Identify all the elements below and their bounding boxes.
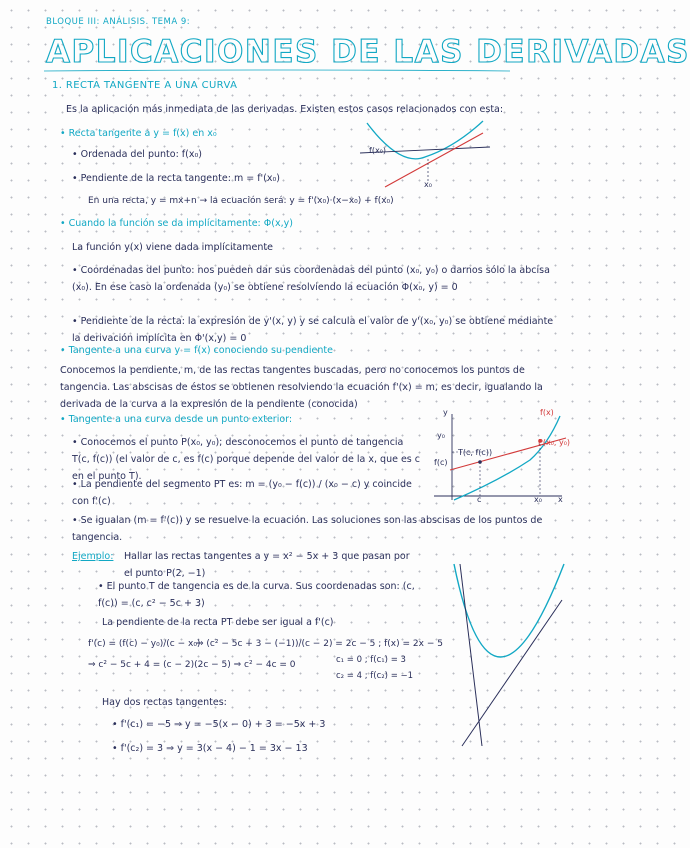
graph1-xlabel: x₀ (424, 180, 432, 189)
graph2-curve-label: f(x) (540, 408, 554, 417)
case1-title: • Recta tangente a y = f(x) en x₀ (60, 128, 217, 139)
case2-title: • Cuando la función se da implícitamente: Φ(x,y) (60, 218, 293, 229)
example-line4: ⇒ c² − 5c + 4 = (c − 2)(2c − 5) ⇒ c² − 4c = 0 (88, 660, 296, 670)
example-label: Ejemplo: (72, 551, 114, 562)
graph2-y0: y₀ (437, 431, 445, 440)
graph2-x0: x₀ (534, 495, 542, 504)
case4-line2: • La pendiente del segmento PT es: m = (y₀ − f(c)) / (x₀ − c) y coincide con f'(c) (72, 479, 412, 507)
example-line3b: ⇒ (c² − 5c + 3 − (−1))/(c − 2) = 2c − 5 ; f(x) = 2x − 5 (196, 639, 443, 649)
graph2-ylabel: y (443, 408, 448, 417)
example-line3a: f'(c) = (f(c) − y₀)/(c − x₀) (88, 639, 201, 649)
case2-line2: • Coordenadas del punto: nos pueden dar sus coordenadas del punto (x₀, y₀) o darnos sólo la abcisa (x₀). En ese caso la ordenada (y₀) se obtiene resolviendo la ecuación Φ(x₀, y) = 0 (72, 265, 550, 293)
block-header: BLOQUE III: ANÁLISIS. TEMA 9: (46, 17, 191, 27)
graph2-point-label: P(x₀, y₀) (538, 438, 571, 447)
example-graph (452, 560, 572, 750)
graph2-xaxis: x (558, 495, 563, 504)
tangent-2 (462, 600, 562, 746)
graph-exterior-point (430, 408, 570, 508)
tangent-1 (460, 564, 482, 746)
example-sol1: c₁ = 0 ; f(c₁) = 3 (336, 655, 406, 665)
graph-tangent-at-point (355, 117, 495, 207)
graph1-ylabel: f(x₀) (369, 146, 386, 155)
parabola (454, 564, 564, 657)
case2-line1: La función y(x) viene dada implícitamente (72, 242, 273, 253)
case1-ordenada: • Ordenada del punto: f(x₀) (72, 149, 202, 160)
example-line5: Hay dos rectas tangentes: (102, 697, 227, 708)
intro-text: Es la aplicación más inmediata de las derivadas. Existen estos casos relacionados con esta: (66, 104, 504, 115)
graph2-fc: f(c) (434, 458, 448, 467)
case3-text: Conocemos la pendiente, m, de las rectas tangentes buscadas, pero no conocemos los puntos de tangencia. Las abscisas de éstos se obtienen resolviendo la ecuación f'(x) = m, es decir, igualando la derivada de la curva a la expresión de la pendiente (conocida) (60, 365, 543, 410)
example-sol2: c₂ = 4 ; f(c₂) = −1 (336, 671, 414, 681)
case1-ecuacion: En una recta, y = mx+n → la ecuación será: y = f'(x₀)·(x−x₀) + f(x₀) (88, 196, 394, 206)
graph2-c: c (477, 495, 482, 504)
example-statement: Hallar las rectas tangentes a y = x² − 5x + 3 que pasan por el punto P(2, −1) (124, 551, 410, 579)
graph2-tangency-label: T(c, f(c)) (458, 448, 493, 457)
case2-line3: • Pendiente de la recta: la expresión de y'(x, y) y se calcula el valor de y'(x₀, y₀) se obtiene mediante la derivación implícita en Φ'(x,y) = 0 (72, 316, 554, 344)
section-heading: 1. RECTA TANGENTE A UNA CURVA (52, 80, 238, 91)
example-line1: • El punto T de tangencia es de la curva. Sus coordenadas son: (c, f(c)) = (c, c² − 5c + 3) (98, 581, 415, 609)
case4-line1: • Conocemos el punto P(x₀, y₀); desconocemos el punto de tangencia T(c, f(c)) (el valor de c, es f(c) porque depende del valor de la x, que es c en el punto T). (72, 437, 420, 482)
page-title: APLICACIONES DE LAS DERIVADAS (46, 34, 690, 70)
example-result1: • f'(c₁) = −5 ⇒ y = −5(x − 0) + 3 = −5x + 3 (112, 719, 326, 730)
case4-line3: • Se igualan (m = f'(c)) y se resuelve la ecuación. Las soluciones son las abscisas de los puntos de tangencia. (72, 515, 543, 543)
tangent-line (385, 133, 483, 187)
case1-pendiente: • Pendiente de la recta tangente: m = f'(x₀) (72, 173, 281, 184)
example-result2: • f'(c₂) = 3 ⇒ y = 3(x − 4) − 1 = 3x − 13 (112, 743, 308, 754)
case4-title: • Tangente a una curva desde un punto exterior: (60, 414, 293, 425)
example-line2: La pendiente de la recta PT debe ser igual a f'(c) (102, 617, 334, 628)
case3-title: • Tangente a una curva y = f(x) conociendo su pendiente (60, 345, 333, 356)
